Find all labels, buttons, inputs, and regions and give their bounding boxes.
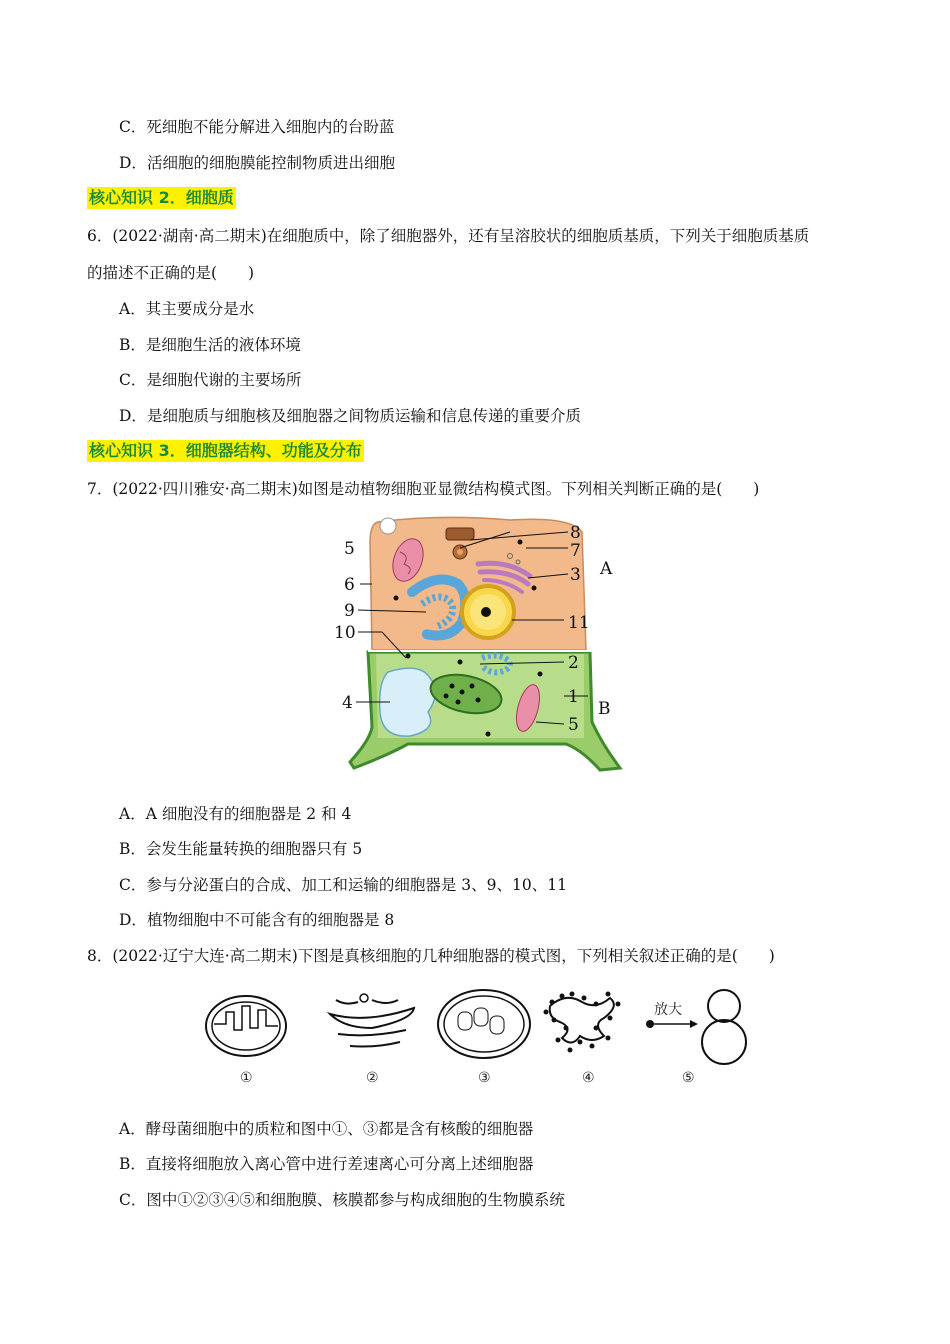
label-8: 8	[570, 523, 581, 543]
q6-stem-line1: 6．(2022·湖南·高二期末)在细胞质中，除了细胞器外，还有呈溶胶状的细胞质基质，下列关于细胞质基质	[87, 227, 810, 245]
section-heading-2: 核心知识 2．细胞质	[89, 188, 234, 207]
q6-option-c: C．是细胞代谢的主要场所	[119, 371, 302, 389]
label-cell-b: B	[598, 699, 611, 719]
label-6: 6	[344, 575, 355, 595]
figure-number-2: ②	[366, 1070, 379, 1086]
organelle-5-ribosome	[646, 1020, 654, 1028]
zoom-label: 放大	[654, 1002, 682, 1018]
q6-option-b: B．是细胞生活的液体环境	[119, 336, 301, 354]
figure-number-1: ①	[240, 1070, 253, 1086]
organelle-4-er	[550, 998, 614, 1043]
label-9: 9	[344, 601, 355, 621]
cell-structure-diagram	[330, 512, 630, 774]
q5-option-c: C．死细胞不能分解进入细胞内的台盼蓝	[119, 118, 395, 136]
label-5-b: 5	[568, 715, 579, 735]
label-11: 11	[568, 613, 590, 633]
figure-number-5: ⑤	[682, 1070, 695, 1086]
q7-option-a: A．A 细胞没有的细胞器是 2 和 4	[119, 805, 352, 823]
label-10: 10	[334, 623, 356, 643]
q8-option-c: C．图中①②③④⑤和细胞膜、核膜都参与构成细胞的生物膜系统	[119, 1191, 565, 1209]
q8-option-b: B．直接将细胞放入离心管中进行差速离心可分离上述细胞器	[119, 1155, 534, 1173]
label-cell-a: A	[600, 559, 613, 579]
label-7: 7	[570, 541, 581, 561]
q5-option-d: D．活细胞的细胞膜能控制物质进出细胞	[119, 154, 395, 172]
q8-option-a: A．酵母菌细胞中的质粒和图中①、③都是含有核酸的细胞器	[119, 1120, 534, 1138]
q6-option-a: A．其主要成分是水	[119, 300, 255, 318]
organelles-diagram	[200, 984, 760, 1094]
q8-stem: 8．(2022·辽宁大连·高二期末)下图是真核细胞的几种细胞器的模式图，下列相关叙述正确的是( )	[87, 947, 775, 965]
q7-option-c: C．参与分泌蛋白的合成、加工和运输的细胞器是 3、9、10、11	[119, 876, 567, 894]
figure-number-4: ④	[582, 1070, 595, 1086]
q7-option-d: D．植物细胞中不可能含有的细胞器是 8	[119, 911, 395, 929]
q7-option-b: B．会发生能量转换的细胞器只有 5	[119, 840, 363, 858]
figure-number-3: ③	[478, 1070, 491, 1086]
centriole-shape	[446, 528, 474, 540]
label-1: 1	[568, 687, 579, 707]
label-3: 3	[570, 565, 581, 585]
q6-option-d: D．是细胞质与细胞核及细胞器之间物质运输和信息传递的重要介质	[119, 407, 581, 425]
section-heading-3: 核心知识 3．细胞器结构、功能及分布	[89, 441, 362, 460]
q6-stem-line2: 的描述不正确的是( )	[87, 264, 255, 282]
label-4: 4	[342, 693, 353, 713]
label-5-a: 5	[344, 539, 355, 559]
q7-stem: 7．(2022·四川雅安·高二期末)如图是动植物细胞亚显微结构模式图。下列相关判断正确的是( )	[87, 480, 760, 498]
label-2: 2	[568, 653, 579, 673]
